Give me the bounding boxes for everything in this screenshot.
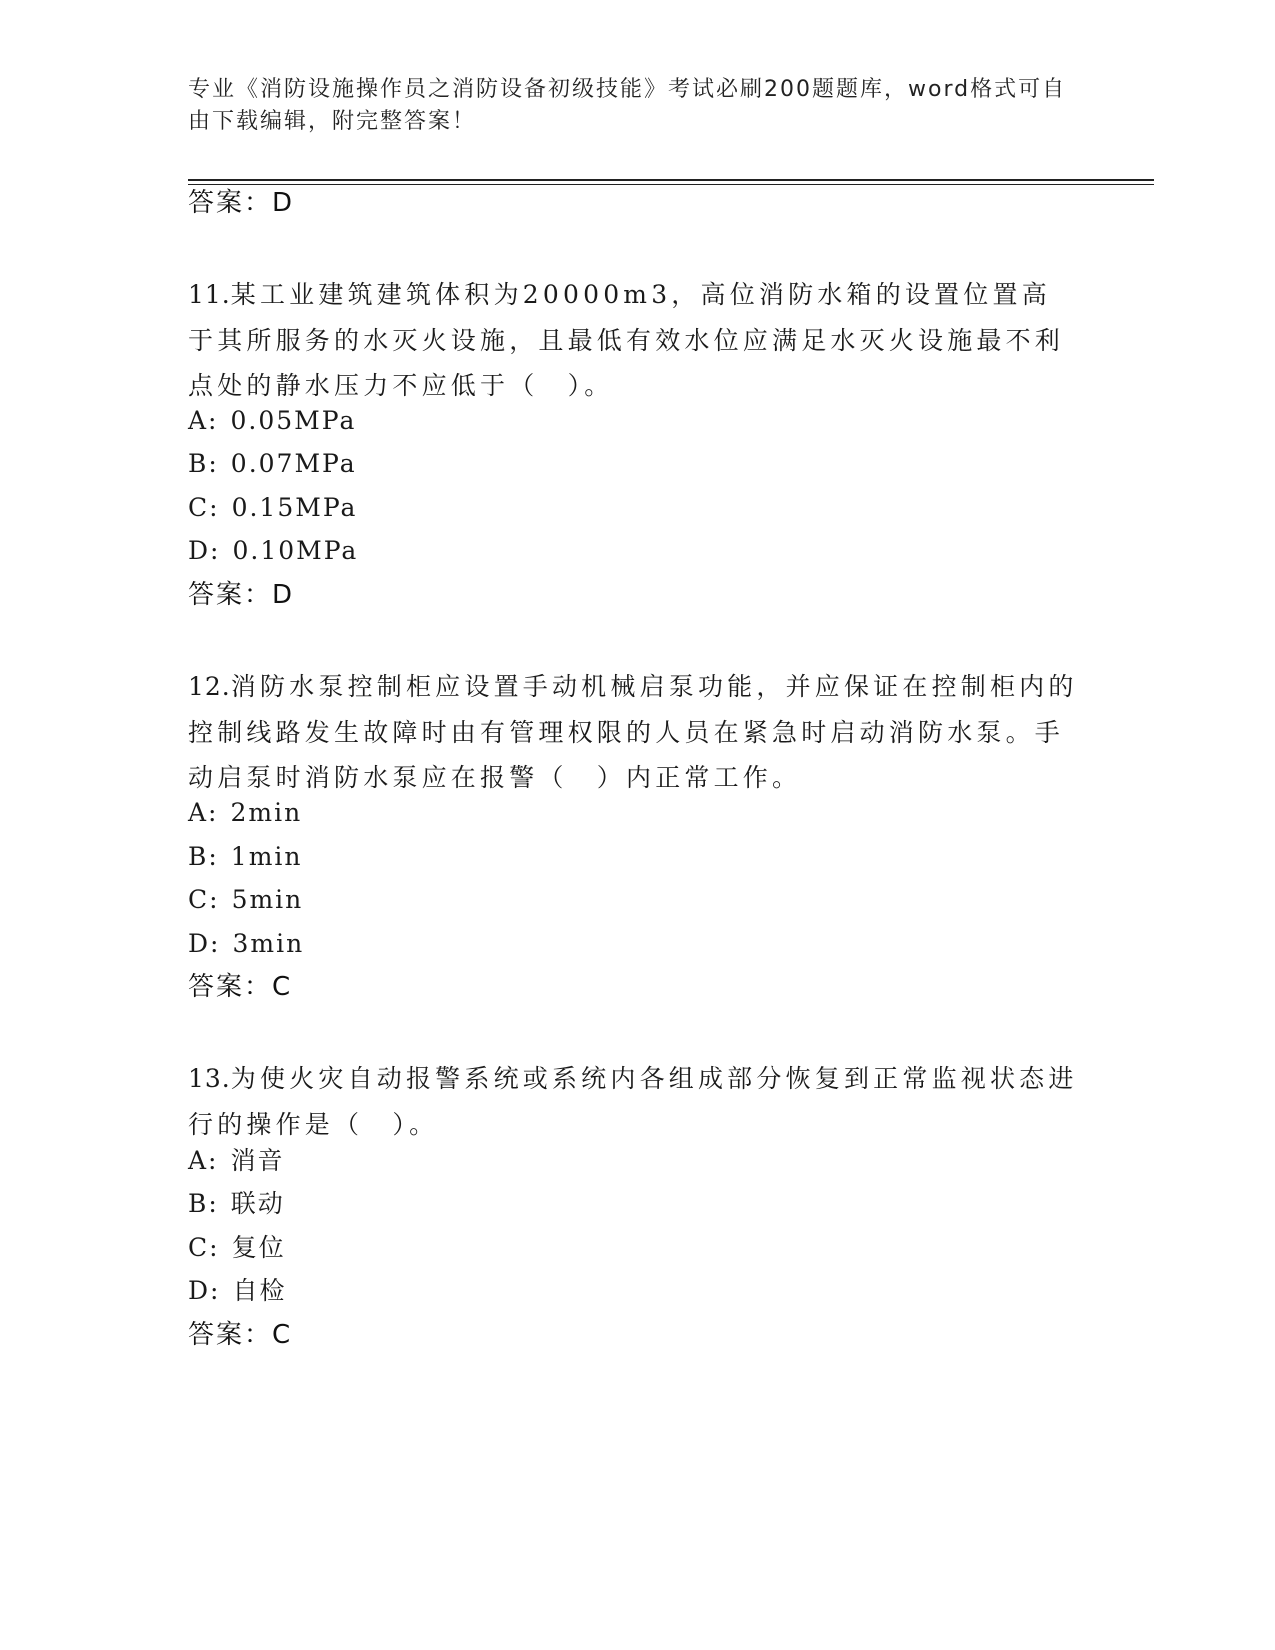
- question-13-text: [188, 1056, 1078, 1147]
- question-11-option-c: [188, 490, 357, 526]
- question-number: 12.: [188, 672, 231, 701]
- option-label: A:: [188, 406, 219, 435]
- question-body: 某工业建筑建筑体积为20000m3，高位消防水箱的设置位置高于其所服务的水灭火设施，且最低有效水位应满足水灭火设施最不利点处的静水压力不应低于（ ）。: [188, 280, 1065, 400]
- question-13-option-a: [188, 1143, 285, 1179]
- option-value: 自检: [232, 1276, 287, 1305]
- question-11-option-d: [188, 533, 358, 569]
- question-12-option-b: [188, 839, 303, 875]
- option-value: 0.15MPa: [231, 493, 358, 522]
- question-11-option-b: [188, 446, 357, 482]
- question-body: 消防水泵控制柜应设置手动机械启泵功能，并应保证在控制柜内的控制线路发生故障时由有管理权限的人员在紧急时启动消防水泵。手动启泵时消防水泵应在报警（ ）内正常工作。: [188, 672, 1078, 792]
- option-label: D:: [188, 1276, 221, 1305]
- document-header: 专业《消防设施操作员之消防设备初级技能》考试必刷200题题库，word格式可自由下载编辑，附完整答案！: [188, 77, 1067, 134]
- option-value: 复位: [231, 1233, 286, 1262]
- question-13-option-c: [188, 1230, 286, 1266]
- option-label: B:: [188, 1189, 219, 1218]
- question-12-option-c: [188, 882, 303, 918]
- option-label: D:: [188, 929, 221, 958]
- option-value: 3min: [232, 929, 305, 958]
- option-value: 1min: [230, 842, 303, 871]
- question-number: 13.: [188, 1064, 231, 1093]
- question-body: 为使火灾自动报警系统或系统内各组成部分恢复到正常监视状态进行的操作是（ ）。: [188, 1064, 1078, 1139]
- question-12-option-d: [188, 926, 304, 962]
- question-11-answer: 答案：D: [188, 580, 295, 610]
- option-value: 2min: [230, 798, 303, 827]
- question-13-option-b: [188, 1186, 285, 1222]
- question-11-text: [188, 272, 1078, 409]
- option-value: 0.05MPa: [230, 406, 357, 435]
- option-label: C:: [188, 885, 220, 914]
- option-label: D:: [188, 536, 221, 565]
- option-label: C:: [188, 1233, 220, 1262]
- option-value: 消音: [230, 1146, 285, 1175]
- option-value: 0.07MPa: [230, 449, 357, 478]
- question-12-answer: 答案：C: [188, 972, 293, 1002]
- header-divider-thin: [188, 184, 1154, 185]
- option-value: 联动: [230, 1189, 285, 1218]
- previous-answer: 答案：D: [188, 188, 295, 218]
- question-13-option-d: [188, 1273, 286, 1309]
- option-value: 0.10MPa: [232, 536, 359, 565]
- question-number: 11.: [188, 280, 231, 309]
- option-value: 5min: [231, 885, 304, 914]
- option-label: B:: [188, 842, 219, 871]
- option-label: A:: [188, 1146, 219, 1175]
- question-12-option-a: [188, 795, 302, 831]
- option-label: B:: [188, 449, 219, 478]
- option-label: C:: [188, 493, 220, 522]
- option-label: A:: [188, 798, 219, 827]
- header-divider-thick: [188, 179, 1154, 181]
- question-13-answer: 答案：C: [188, 1320, 293, 1350]
- question-11-option-a: [188, 403, 356, 439]
- question-12-text: [188, 664, 1078, 801]
